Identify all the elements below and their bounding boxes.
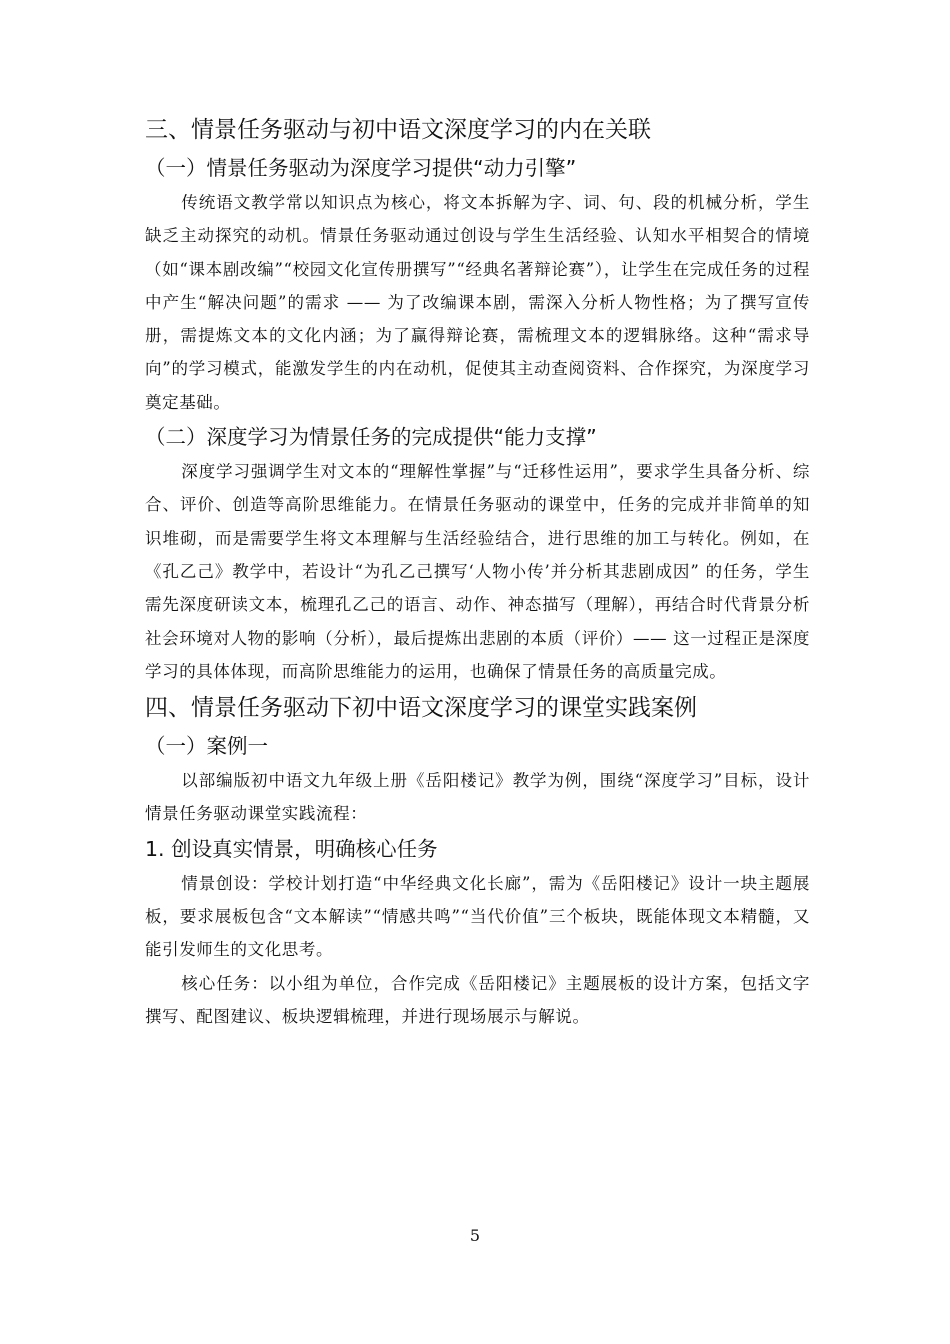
body-paragraph: 传统语文教学常以知识点为核心，将文本拆解为字、词、句、段的机械分析，学生缺乏主动探究的动机。情景任务驱动通过创设与学生生活经验、认知水平相契合的情境（如“课本剧改编”“校园文化宣传册撰写”“经典名著辩论赛”），让学生在完成任务的过程中产生“解决问题”的需求 —— 为了改编课本剧，需深入分析人物性格；为了撰写宣传册，需提炼文本的文化内涵；为了赢得辩论赛，需梳理文本的逻辑脉络。这种“需求导向”的学习模式，能激发学生的内在动机，促使其主动查阅资料、合作探究，为深度学习奠定基础。 xyxy=(145,193,810,412)
body-paragraph: 核心任务：以小组为单位，合作完成《岳阳楼记》主题展板的设计方案，包括文字撰写、配图建议、板块逻辑梳理，并进行现场展示与解说。 xyxy=(145,973,810,1026)
subsection-heading-3-2: （二）深度学习为情景任务的完成提供“能力支撑” xyxy=(145,425,597,450)
subsection-heading-3-1: （一）情景任务驱动为深度学习提供“动力引擎” xyxy=(145,156,577,180)
step-heading-1: 1. 创设真实情景，明确核心任务 xyxy=(145,836,438,861)
subsection-heading-4-1: （一）案例一 xyxy=(145,734,268,759)
section-heading-3: 三、情景任务驱动与初中语文深度学习的内在关联 xyxy=(145,117,651,143)
page-content xyxy=(145,110,810,1033)
body-paragraph: 以部编版初中语文九年级上册《岳阳楼记》教学为例，围绕“深度学习”目标，设计情景任务驱动课堂实践流程： xyxy=(145,771,810,824)
page-number: 5 xyxy=(469,1226,481,1245)
body-paragraph: 情景创设：学校计划打造“中华经典文化长廊”，需为《岳阳楼记》设计一块主题展板，要求展板包含“文本解读”“情感共鸣”“当代价值”三个板块，既能体现文本精髓，又能引发师生的文化思考。 xyxy=(145,873,810,960)
section-heading-4: 四、情景任务驱动下初中语文深度学习的课堂实践案例 xyxy=(145,695,697,722)
body-paragraph: 深度学习强调学生对文本的“理解性掌握”与“迁移性运用”，要求学生具备分析、综合、评价、创造等高阶思维能力。在情景任务驱动的课堂中，任务的完成并非简单的知识堆砌，而是需要学生将文本理解与生活经验结合，进行思维的加工与转化。例如，在《孔乙己》教学中，若设计“为孔乙己撰写‘人物小传’并分析其悲剧成因” 的任务，学生需先深度研读文本，梳理孔乙己的语言、动作、神态描写（理解），再结合时代背景分析社会环境对人物的影响（分析），最后提炼出悲剧的本质（评价）—— 这一过程正是深度学习的具体体现，而高阶思维能力的运用，也确保了情景任务的高质量完成。 xyxy=(145,462,810,681)
